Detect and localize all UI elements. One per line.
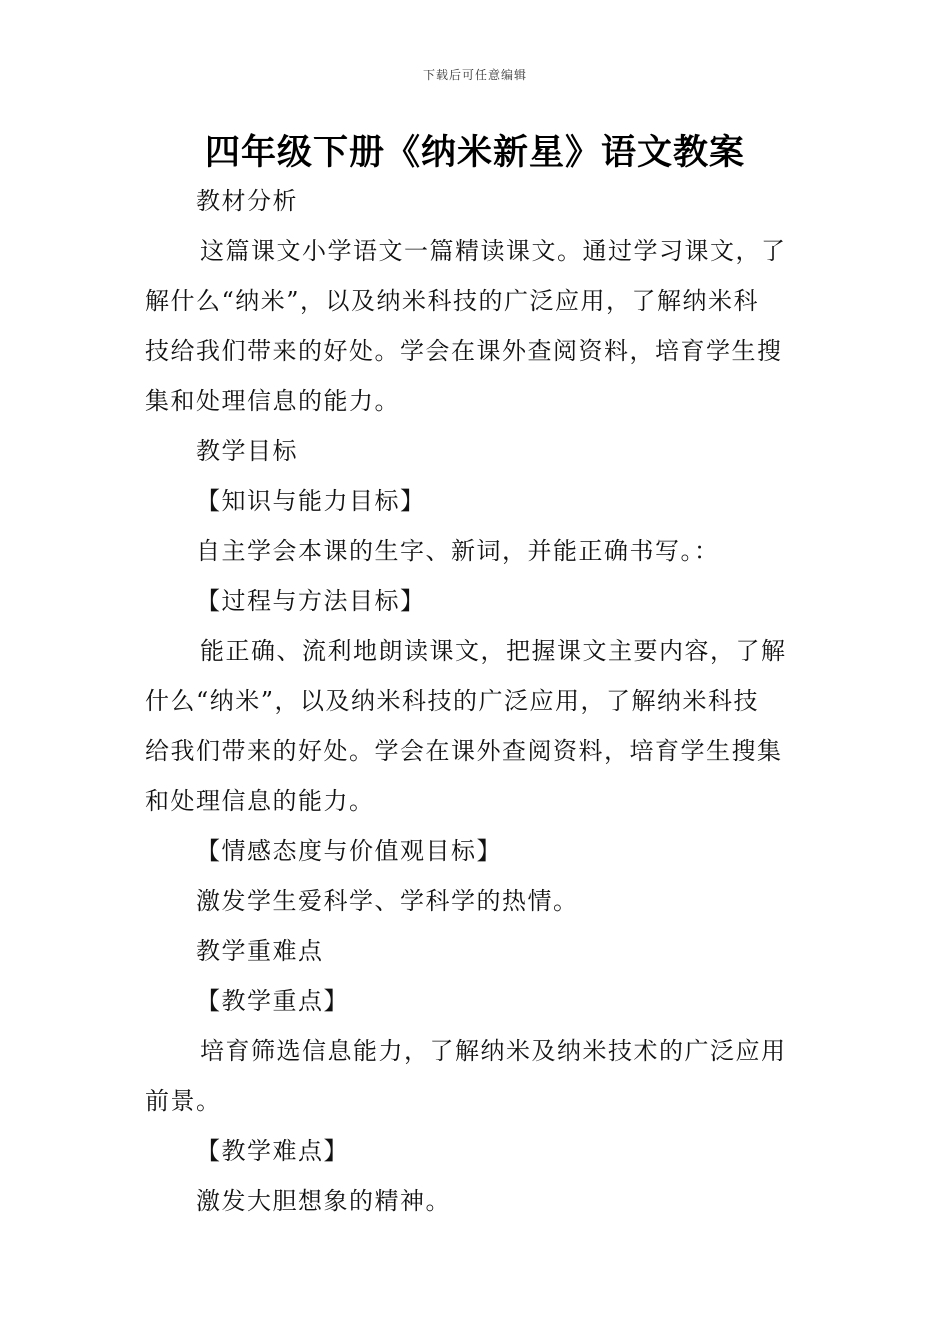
section-line: 【情感态度与价值观目标】: [196, 837, 502, 865]
section-line: 教学目标: [196, 437, 298, 465]
paragraph-line: 解什么“纳米”，以及纳米科技的广泛应用，了解纳米科: [145, 287, 760, 315]
section-line: 教材分析: [196, 187, 298, 215]
section-line: 【知识与能力目标】: [196, 487, 426, 515]
paragraph-line: 给我们带来的好处。学会在课外查阅资料，培育学生搜集: [145, 737, 783, 765]
paragraph-line: 能正确、流利地朗读课文，把握课文主要内容，了解: [200, 637, 787, 665]
paragraph-line: 前景。: [145, 1087, 222, 1115]
section-line: 自主学会本课的生字、新词，并能正确书写。：: [196, 537, 720, 565]
paragraph-line: 培育筛选信息能力，了解纳米及纳米技术的广泛应用: [200, 1037, 787, 1065]
paragraph-line: 技给我们带来的好处。学会在课外查阅资料，培育学生搜: [145, 337, 783, 365]
section-line: 【过程与方法目标】: [196, 587, 426, 615]
document-body: [145, 176, 809, 1226]
paragraph-line: 什么“纳米”，以及纳米科技的广泛应用，了解纳米科技: [145, 687, 760, 715]
section-line: 【教学难点】: [196, 1137, 349, 1165]
section-line: 教学重难点: [196, 937, 324, 965]
section-line: 激发大胆想象的精神。: [196, 1187, 451, 1215]
paragraph-line: 这篇课文小学语文一篇精读课文。通过学习课文，了: [200, 237, 787, 265]
section-line: 激发学生爱科学、学科学的热情。: [196, 887, 579, 915]
paragraph-line: 和处理信息的能力。: [145, 787, 375, 815]
section-line: 【教学重点】: [196, 987, 349, 1015]
paragraph-line: 集和处理信息的能力。: [145, 387, 400, 415]
document-title: 四年级下册《纳米新星》语文教案: [204, 133, 745, 173]
header-note: 下载后可任意编辑: [422, 68, 527, 82]
